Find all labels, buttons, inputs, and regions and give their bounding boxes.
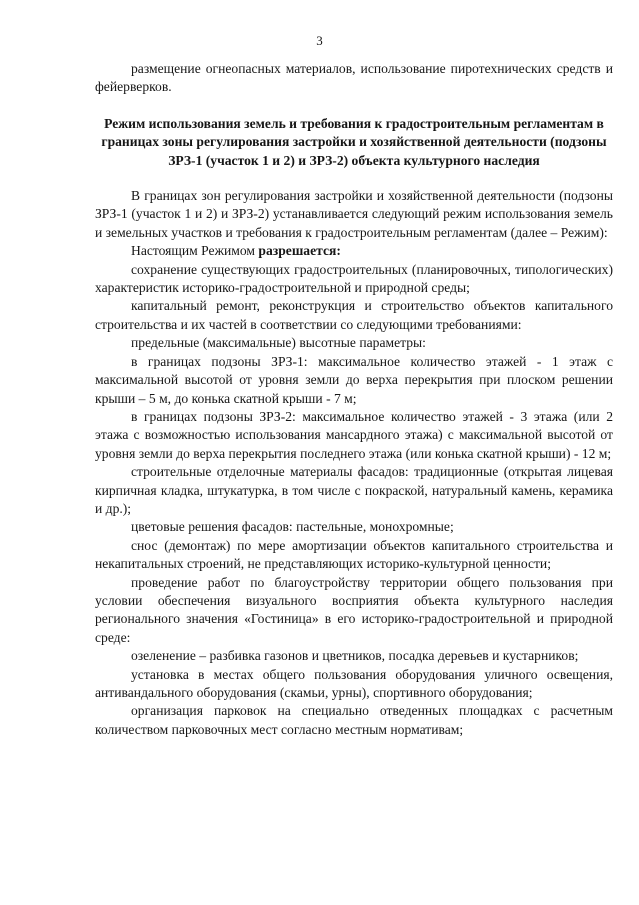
intro-paragraph: В границах зон регулирования застройки и хозяйственной деятельности (подзоны ЗРЗ-1 (участок 1 и 2) и ЗРЗ-2) устанавливается следующий режим использования земель и земельных участков и требования к градостроительным регламентам (далее – Режим): (95, 188, 613, 240)
list-item-facade-materials: строительные отделочные материалы фасадов: традиционные (открытая лицевая кирпичная кладка, штукатурка, в том числе с покраской, натуральный камень, керамика и др.); (95, 464, 613, 516)
list-item-parking: организация парковок на специально отведенных площадках с расчетным количеством парковочных мест согласно местным нормативам; (95, 703, 613, 737)
list-item-greening: озеленение – разбивка газонов и цветников, посадка деревьев и кустарников; (131, 648, 579, 664)
allowed-bold-text: разрешается: (258, 243, 341, 259)
list-item-preservation: сохранение существующих градостроительных (планировочных, типологических) характеристик историко-градостроительной и природной среды; (95, 261, 613, 296)
list-item-zrz1: в границах подзоны ЗРЗ-1: максимальное количество этажей - 1 этаж с максимальной высотой от уровня земли до верха перекрытия при плоском решении крыши – 5 м, до конька скатной крыши - 7 м; (95, 353, 613, 406)
section-heading: Режим использования земель и требования к градостроительным регламентам в границах зоны регулирования застройки и хозяйственной деятельности (подзоны ЗРЗ-1 (участок 1 и 2) и ЗРЗ-2) объекта культурного наследия (101, 115, 607, 168)
list-item-landscaping: проведение работ по благоустройству территории общего пользования при условии обеспечения визуального восприятия объекта культурного наследия регионального значения «Гостиница» в его историко-градостроительной и природной среде: (95, 574, 613, 645)
list-item-zrz2: в границах подзоны ЗРЗ-2: максимальное количество этажей - 3 этажа (или 2 этажа с возможностью использования мансардного этажа) с максимальной высотой от уровня земли до верха перекрытия последнего этажа (или конька скатной крыши) - 12 м; (95, 408, 613, 461)
continuation-paragraph: размещение огнеопасных материалов, использование пиротехнических средств и фейерверков. (95, 61, 613, 95)
document-body (95, 60, 613, 739)
list-item-facade-colors: цветовые решения фасадов: пастельные, монохромные; (131, 519, 454, 535)
list-item-construction: капитальный ремонт, реконструкция и строительство объектов капитального строительства и их частей в соответствии со следующими требованиями: (95, 298, 613, 332)
page-number: 3 (316, 33, 323, 48)
allowed-lead-text: Настоящим Режимом (131, 243, 259, 259)
list-item-equipment: установка в местах общего пользования оборудования уличного освещения, антивандального оборудования (скамьи, урны), спортивного оборудования; (95, 666, 613, 700)
allowed-paragraph (95, 242, 613, 260)
list-item-demolition: снос (демонтаж) по мере амортизации объектов капитального строительства и некапитальных строений, не представляющих историко-культурной ценности; (95, 537, 613, 572)
list-item-height-params: предельные (максимальные) высотные параметры: (131, 335, 426, 351)
